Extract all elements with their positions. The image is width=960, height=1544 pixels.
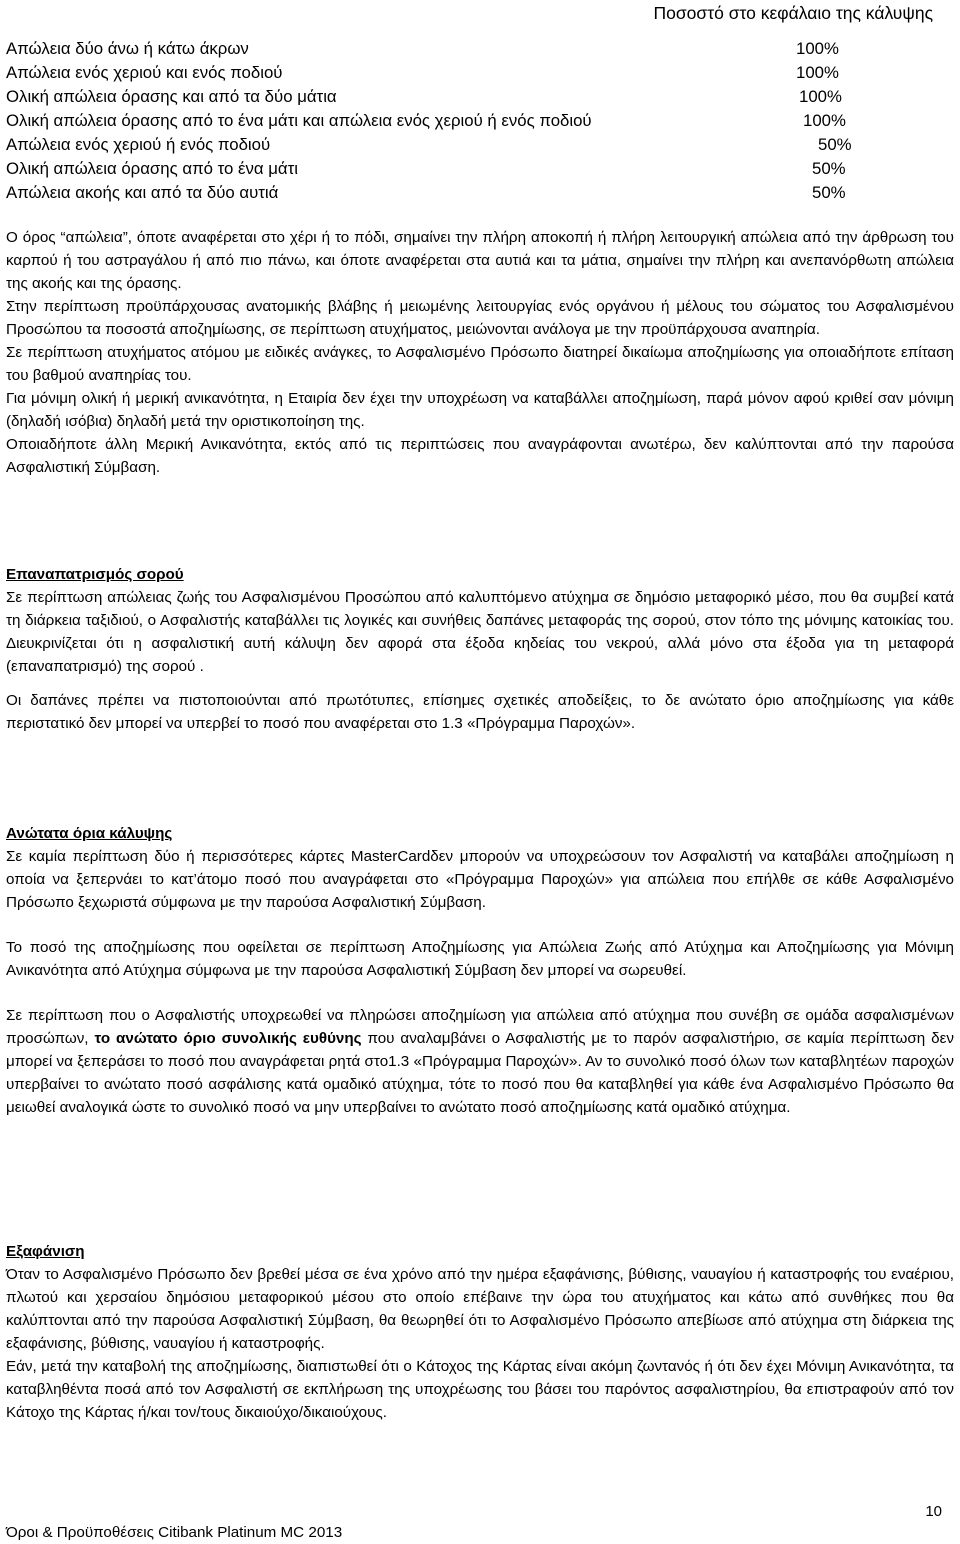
max-limits-paragraph-3-start: Σε περίπτωση που ο Ασφαλιστής υποχρεωθεί να πληρώσει αποζημίωση για απώλεια από ατύχημα που συνέβη σε ομάδα ασφαλισμένων προσώπων, <box>6 1007 954 1047</box>
max-limits-paragraph-3-end: που αναλαμβάνει ο Ασφαλιστής με το παρόν ασφαλιστήριο, σε καμία περίπτωση δεν μπορεί να ξεπεράσει το ποσό που αναγράφεται ρητά στο1.3 «Πρόγραμμα Παροχών». Αν το συνολικό ποσό όλων των καταβλητέων παροχών υπερβαίνει το ανώτατο ποσό ασφάλισης κατά ομαδικό ατύχημα, τότε το ποσό που θα καταβληθεί για κάθε ένα Ασφαλισμένο Πρόσωπο θα μειωθεί αναλογικά ώστε το συνολικό ποσό να μην υπερβαίνει το ανώτατο ποσό αποζημίωσης κατά ομαδικό ατύχημα. <box>6 1030 954 1116</box>
coverage-row <box>6 157 866 181</box>
coverage-row-label: Ολική απώλεια όρασης από το ένα μάτι και απώλεια ενός χεριού ή ενός ποδιού <box>6 111 592 130</box>
coverage-row <box>6 85 866 109</box>
repatriation-heading: Επαναπατρισμός σορού <box>6 566 184 583</box>
special-needs-paragraph: Σε περίπτωση ατυχήματος ατόμου με ειδικές ανάγκες, το Ασφαλισμένο Πρόσωπο διατηρεί δικαίωμα αποζημίωσης για οποιαδήποτε επίταση του βαθμού αναπηρίας του. <box>6 344 954 384</box>
coverage-row-value: 100% <box>799 87 842 106</box>
page-number: 10 <box>925 1503 942 1520</box>
max-limits-paragraph-1: Σε καμία περίπτωση δύο ή περισσότερες κάρτες MasterCardδεν μπορούν να υποχρεώσουν τον Ασφαλιστή να καταβάλει αποζημίωση η οποία να ξεπερνάει το κατ’άτομο ποσό που αναγράφεται στο «Πρόγραμμα Παροχών» για απώλεια που επήλθε σε κάθε Ασφαλισμένο Πρόσωπο ξεχωριστά σύμφωνα με την παρούσα Ασφαλιστική Σύμβαση. <box>6 848 954 911</box>
coverage-row-label: Ολική απώλεια όρασης από το ένα μάτι <box>6 159 298 178</box>
max-limits-section <box>6 822 954 1119</box>
coverage-row-value: 50% <box>818 135 852 154</box>
partial-disability-paragraph: Οποιαδήποτε άλλη Μερική Ανικανότητα, εκτός από τις περιπτώσεις που αναγράφονται ανωτέρω, δεν καλύπτονται από την παρούσα Ασφαλιστική Σύμβαση. <box>6 436 954 476</box>
disappearance-paragraph-1: Όταν το Ασφαλισμένο Πρόσωπο δεν βρεθεί μέσα σε ένα χρόνο από την ημέρα εξαφάνισης, βύθισης, ναυαγίου ή καταστροφής του εναέριου, πλωτού και χερσαίου δημόσιου μεταφορικού μέσου στο οποίο επέβαινε την ώρα του ατυχήματος και κάτω από συνθήκες που θα καλύπτονται από την παρούσα Ασφαλιστική Σύμβαση, θα θεωρηθεί ότι το Ασφαλισμένο Πρόσωπο απεβίωσε από ατύχημα στη διάρκεια της εξαφάνισης, βύθισης, ναυαγίου ή καταστροφής. <box>6 1266 954 1352</box>
repatriation-paragraph-2: Οι δαπάνες πρέπει να πιστοποιούνται από πρωτότυπες, επίσημες σχετικές αποδείξεις, το δε ανώτατο όριο αποζημίωσης για κάθε περιστατικό δεν μπορεί να υπερβεί το ποσό που αναφέρεται στο 1.3 «Πρόγραμμα Παροχών». <box>6 692 954 732</box>
repatriation-section <box>6 563 954 735</box>
coverage-row-value: 50% <box>812 183 846 202</box>
disappearance-heading: Εξαφάνιση <box>6 1243 85 1260</box>
coverage-row <box>6 61 866 85</box>
preexisting-condition-paragraph: Στην περίπτωση προϋπάρχουσας ανατομικής βλάβης ή μειωμένης λειτουργίας ενός οργάνου ή μέλους του σώματος του Ασφαλισμένου Προσώπου τα ποσοστά αποζημίωσης, σε περίπτωση ατυχήματος, μειώνονται ανάλογα με την προϋπάρχουσα αναπηρία. <box>6 298 954 338</box>
coverage-row-label: Ολική απώλεια όρασης και από τα δύο μάτια <box>6 87 337 106</box>
definitions-section <box>6 226 954 479</box>
page-footer: Όροι & Προϋποθέσεις Citibank Platinum MC 2013 <box>6 1524 343 1541</box>
coverage-row <box>6 133 866 157</box>
coverage-row-label: Απώλεια ακοής και από τα δύο αυτιά <box>6 183 279 202</box>
permanent-disability-paragraph: Για μόνιμη ολική ή μερική ανικανότητα, η Εταιρία δεν έχει την υποχρέωση να καταβάλλει αποζημίωση, παρά μόνον αφού κριθεί σαν μόνιμη (δηλαδή ισόβια) δηλαδή μετά την οριστικοποίηση της. <box>6 390 954 430</box>
coverage-row-value: 100% <box>796 39 839 58</box>
coverage-column-header: Ποσοστό στο κεφάλαιο της κάλυψης <box>653 3 933 23</box>
repatriation-paragraph-1: Σε περίπτωση απώλειας ζωής του Ασφαλισμένου Προσώπου από καλυπτόμενο ατύχημα σε δημόσιο μεταφορικό μέσο, που θα συμβεί κατά τη διάρκεια ταξιδιού, ο Ασφαλιστής καταβάλλει τις λογικές και συνήθεις δαπάνες μεταφοράς της σορού, στον τόπο της μόνιμης κατοικίας του. Διευκρινίζεται ότι η ασφαλιστική αυτή κάλυψη δεν αφορά στα έξοδα κηδείας του νεκρού, αλλά μόνο στα έξοδα για τη μεταφορά (επαναπατρισμό) της σορού . <box>6 589 954 675</box>
coverage-row-value: 50% <box>812 159 846 178</box>
coverage-row-label: Απώλεια ενός χεριού και ενός ποδιού <box>6 63 283 82</box>
coverage-row <box>6 37 866 61</box>
coverage-row <box>6 109 866 133</box>
disappearance-section <box>6 1240 954 1424</box>
disappearance-paragraph-2: Εάν, μετά την καταβολή της αποζημίωσης, διαπιστωθεί ότι ο Κάτοχος της Κάρτας είναι ακόμη ζωντανός ή ότι δεν έχει Μόνιμη Ανικανότητα, τα καταβληθέντα ποσά από τον Ασφαλιστή σε εκπλήρωση της υποχρέωσης του βάσει του παρόντος ασφαλιστηρίου, θα επιστραφούν από τον Κάτοχο της Κάρτας ή/και τον/τους δικαιούχο/δικαιούχους. <box>6 1358 954 1421</box>
max-limits-paragraph-2: Το ποσό της αποζημίωσης που οφείλεται σε περίπτωση Αποζημίωσης για Απώλεια Ζωής από Ατύχημα και Αποζημίωσης για Μόνιμη Ανικανότητα από Ατύχημα σύμφωνα με την παρούσα Ασφαλιστική Σύμβαση δεν μπορεί να σωρευθεί. <box>6 939 954 979</box>
total-liability-emphasis: το ανώτατο όριο συνολικής ευθύνης <box>94 1030 362 1047</box>
coverage-row-value: 100% <box>796 63 839 82</box>
max-limits-heading: Ανώτατα όρια κάλυψης <box>6 825 173 842</box>
definition-loss-paragraph: Ο όρος “απώλεια”, όποτε αναφέρεται στο χέρι ή το πόδι, σημαίνει την πλήρη αποκοπή ή πλήρη λειτουργική απώλεια από την άρθρωση του καρπού ή του αστραγάλου ή από πιο πάνω, και όποτε αναφέρεται στα αυτιά και τα μάτια, σημαίνει την πλήρη και ανεπανόρθωτη απώλεια της ακοής και της όρασης. <box>6 229 954 292</box>
max-limits-paragraph-3 <box>6 1004 954 1119</box>
coverage-row <box>6 181 866 205</box>
coverage-row-value: 100% <box>803 111 846 130</box>
coverage-row-label: Απώλεια δύο άνω ή κάτω άκρων <box>6 39 249 58</box>
coverage-row-label: Απώλεια ενός χεριού ή ενός ποδιού <box>6 135 271 154</box>
